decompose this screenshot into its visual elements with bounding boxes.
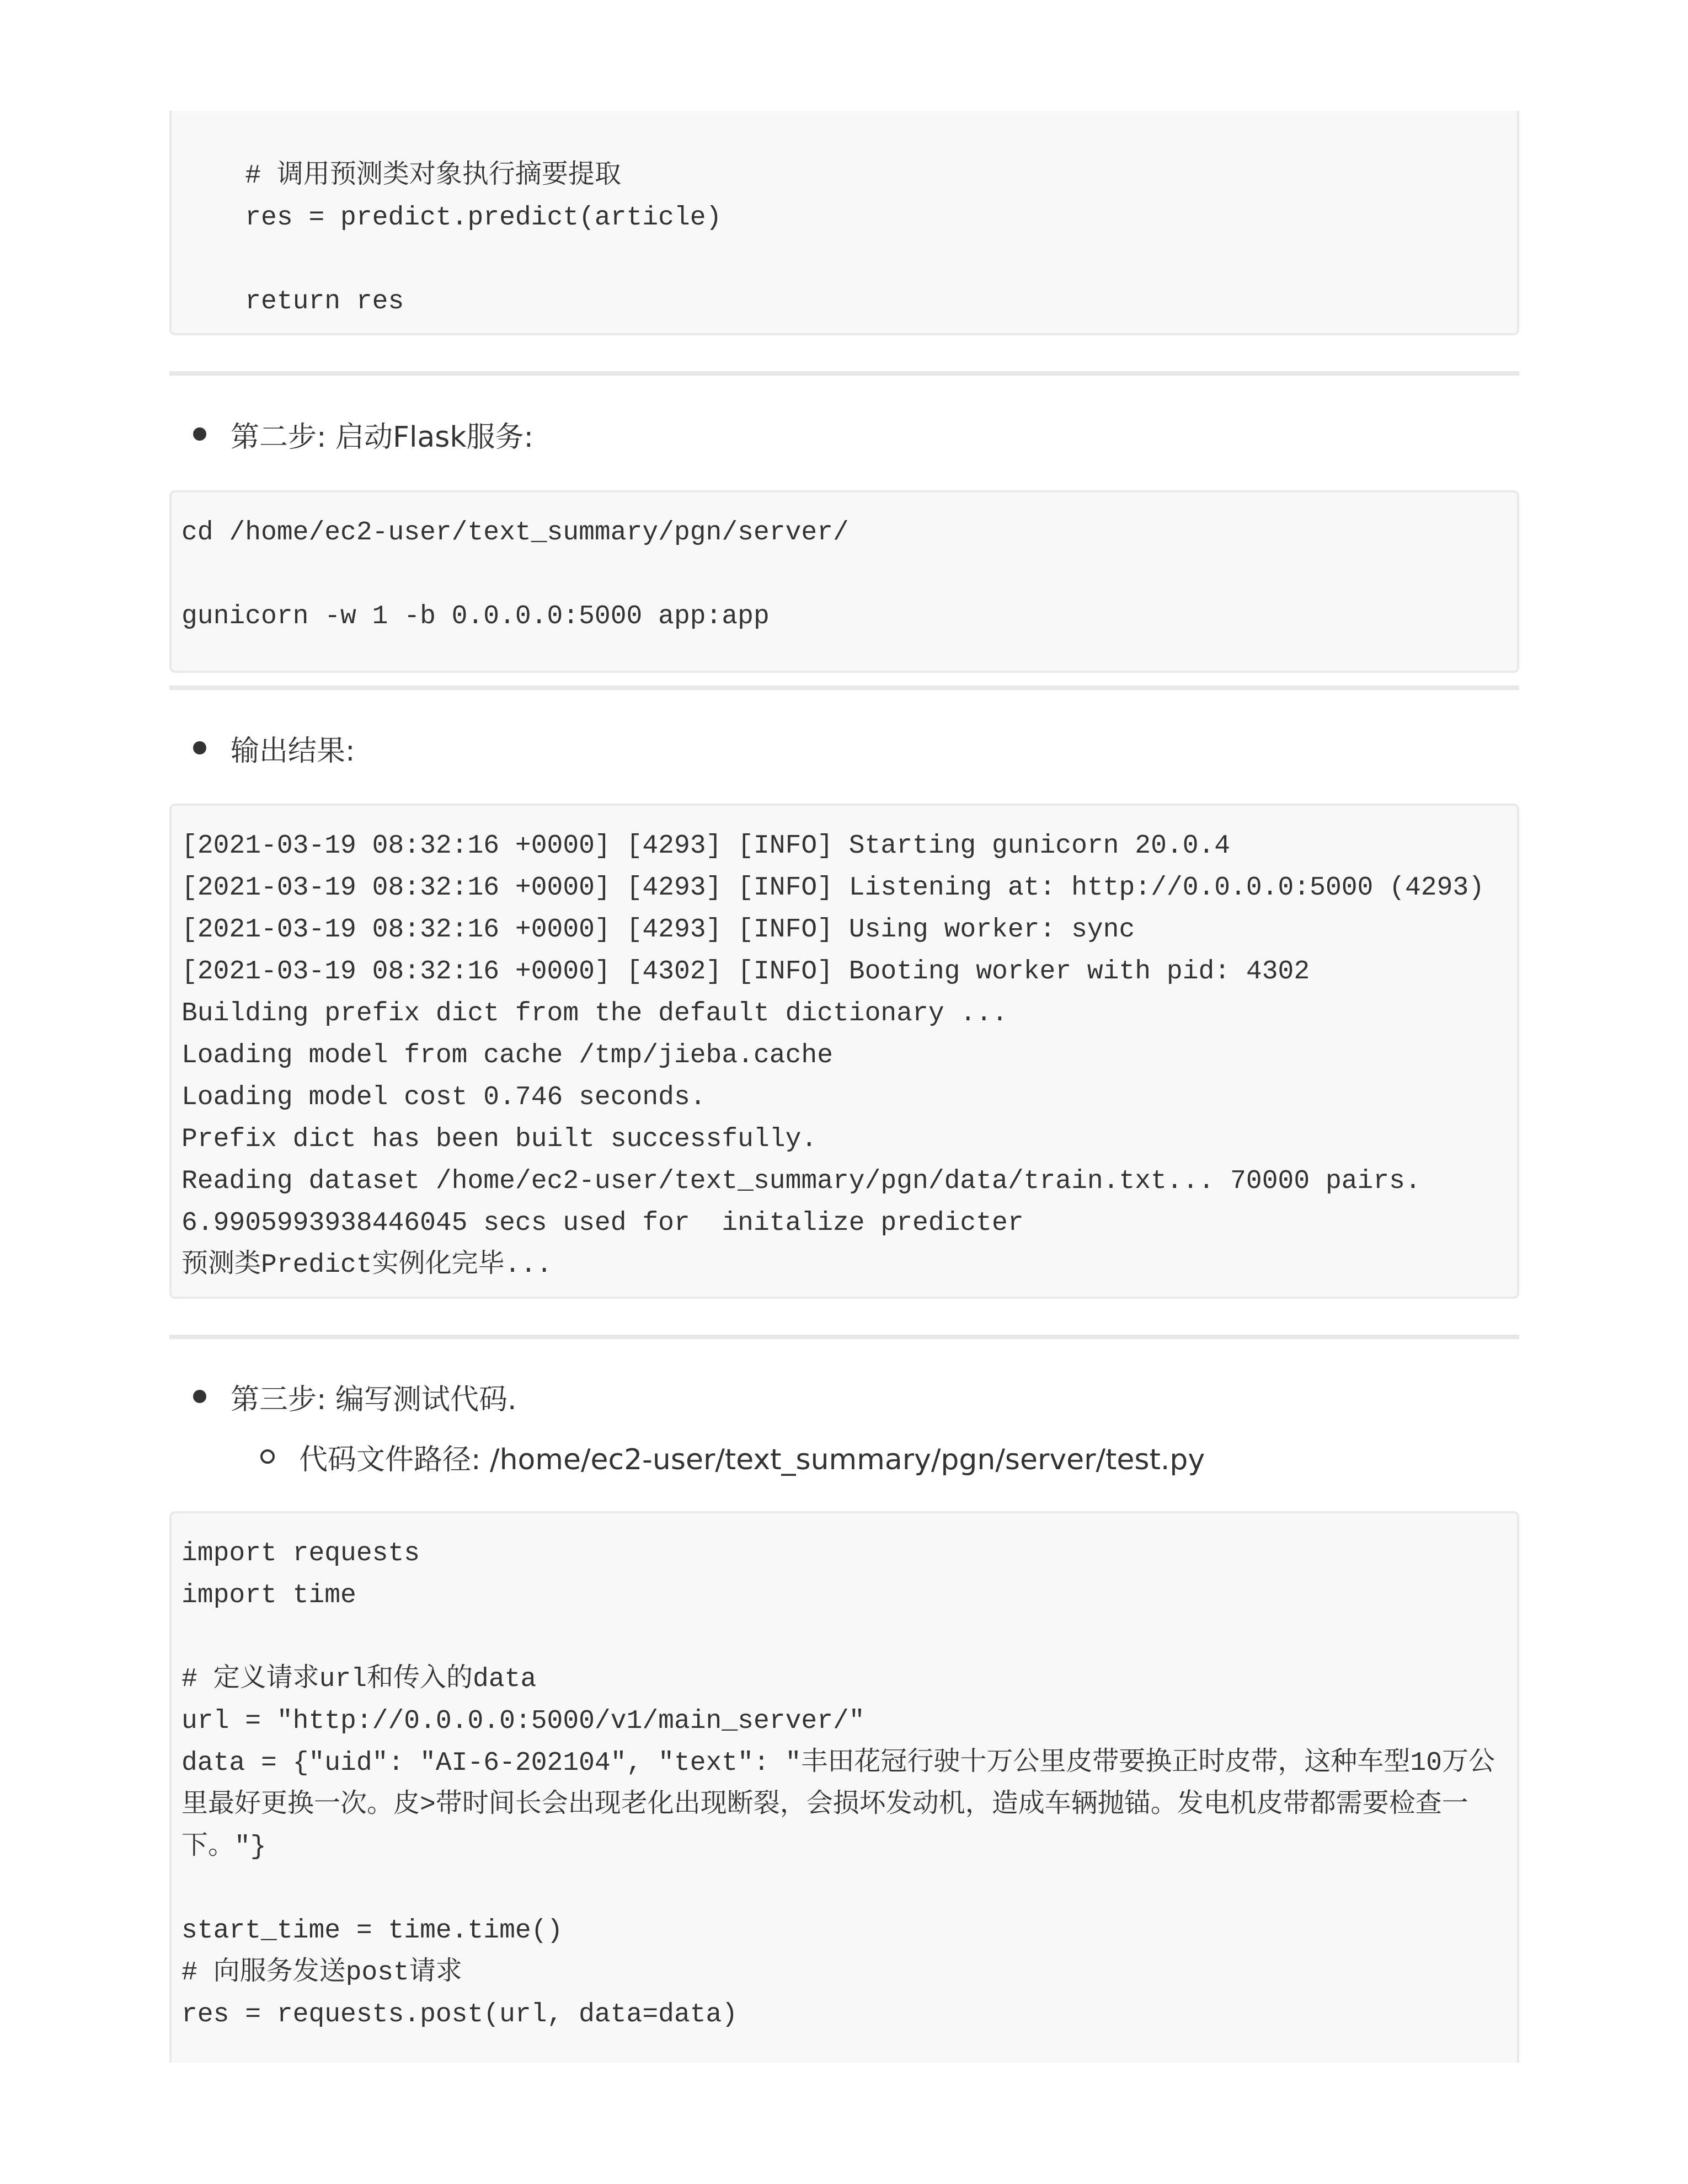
log-line: [2021-03-19 08:32:16 +0000] [4302] [INFO] Booting worker with pid: 4302 [181,957,1310,987]
code-block-start-flask [169,490,1519,673]
log-line: Reading dataset /home/ec2-user/text_summary/pgn/data/train.txt... 70000 pairs. [181,1166,1421,1196]
output-label: 输出结果: [231,734,355,768]
step3-label: 第三步: 编写测试代码. [231,1383,517,1416]
log-line: Loading model cost 0.746 seconds. [181,1083,706,1112]
list-item-step2 [193,412,533,456]
divider [169,1335,1519,1339]
bullet-icon [193,1390,206,1403]
code-line: # 向服务发送post请求 [181,1958,462,1988]
code-block-test-script [169,1511,1519,2063]
code-line [181,239,1517,281]
bullet-icon [193,427,206,441]
log-line: Prefix dict has been built successfully. [181,1125,818,1154]
code-line [181,1616,1500,1658]
code-line: url = "http://0.0.0.0:5000/v1/main_server/" [181,1706,865,1736]
log-line: 预测类Predict实例化完毕... [181,1250,553,1280]
code-line: import requests [181,1539,420,1569]
code-line: import time [181,1581,356,1610]
log-line: Loading model from cache /tmp/jieba.cache [181,1041,833,1070]
code-line: data = {"uid": "AI-6-202104", "text": "丰田花冠行驶十万公里皮带要换正时皮带，这种车型10万公里最好更换一次。皮>带时间长会出现老化出现断裂，会损坏发动机，造成车辆抛锚。发电机皮带都需要检查一下。"} [181,1748,1495,1862]
list-item-output [193,726,355,770]
hollow-bullet-icon [260,1449,275,1464]
code-block-predict [169,111,1519,335]
log-line: Building prefix dict from the default dictionary ... [181,999,1008,1029]
log-line: [2021-03-19 08:32:16 +0000] [4293] [INFO] Starting gunicorn 20.0.4 [181,831,1231,861]
log-line: [2021-03-19 08:32:16 +0000] [4293] [INFO] Using worker: sync [181,915,1135,945]
step2-label: 第二步: 启动Flask服务: [231,420,533,454]
sub-list-item-file-path [260,1434,1205,1479]
code-line: res = predict.predict(article) [181,203,722,233]
code-line: cd /home/ec2-user/text_summary/pgn/server/ [181,518,849,548]
code-line [181,1868,1500,1910]
code-line [181,554,1517,596]
code-block-output-log [169,804,1519,1299]
code-line: return res [181,287,404,317]
code-line: start_time = time.time() [181,1916,563,1946]
code-line: res = requests.post(url, data=data) [181,2000,738,2030]
divider [169,371,1519,376]
code-line: gunicorn -w 1 -b 0.0.0.0:5000 app:app [181,602,770,631]
list-item-step3 [193,1374,517,1418]
code-line: # 调用预测类对象执行摘要提取 [181,161,621,191]
code-line: # 定义请求url和传入的data [181,1664,537,1694]
log-line: [2021-03-19 08:32:16 +0000] [4293] [INFO] Listening at: http://0.0.0.0:5000 (4293) [181,873,1484,903]
divider [169,686,1519,690]
bullet-icon [193,741,206,754]
file-path-label: 代码文件路径: /home/ec2-user/text_summary/pgn/server/test.py [299,1443,1205,1476]
log-line: 6.9905993938446045 secs used for initalize predicter [181,1208,1024,1238]
